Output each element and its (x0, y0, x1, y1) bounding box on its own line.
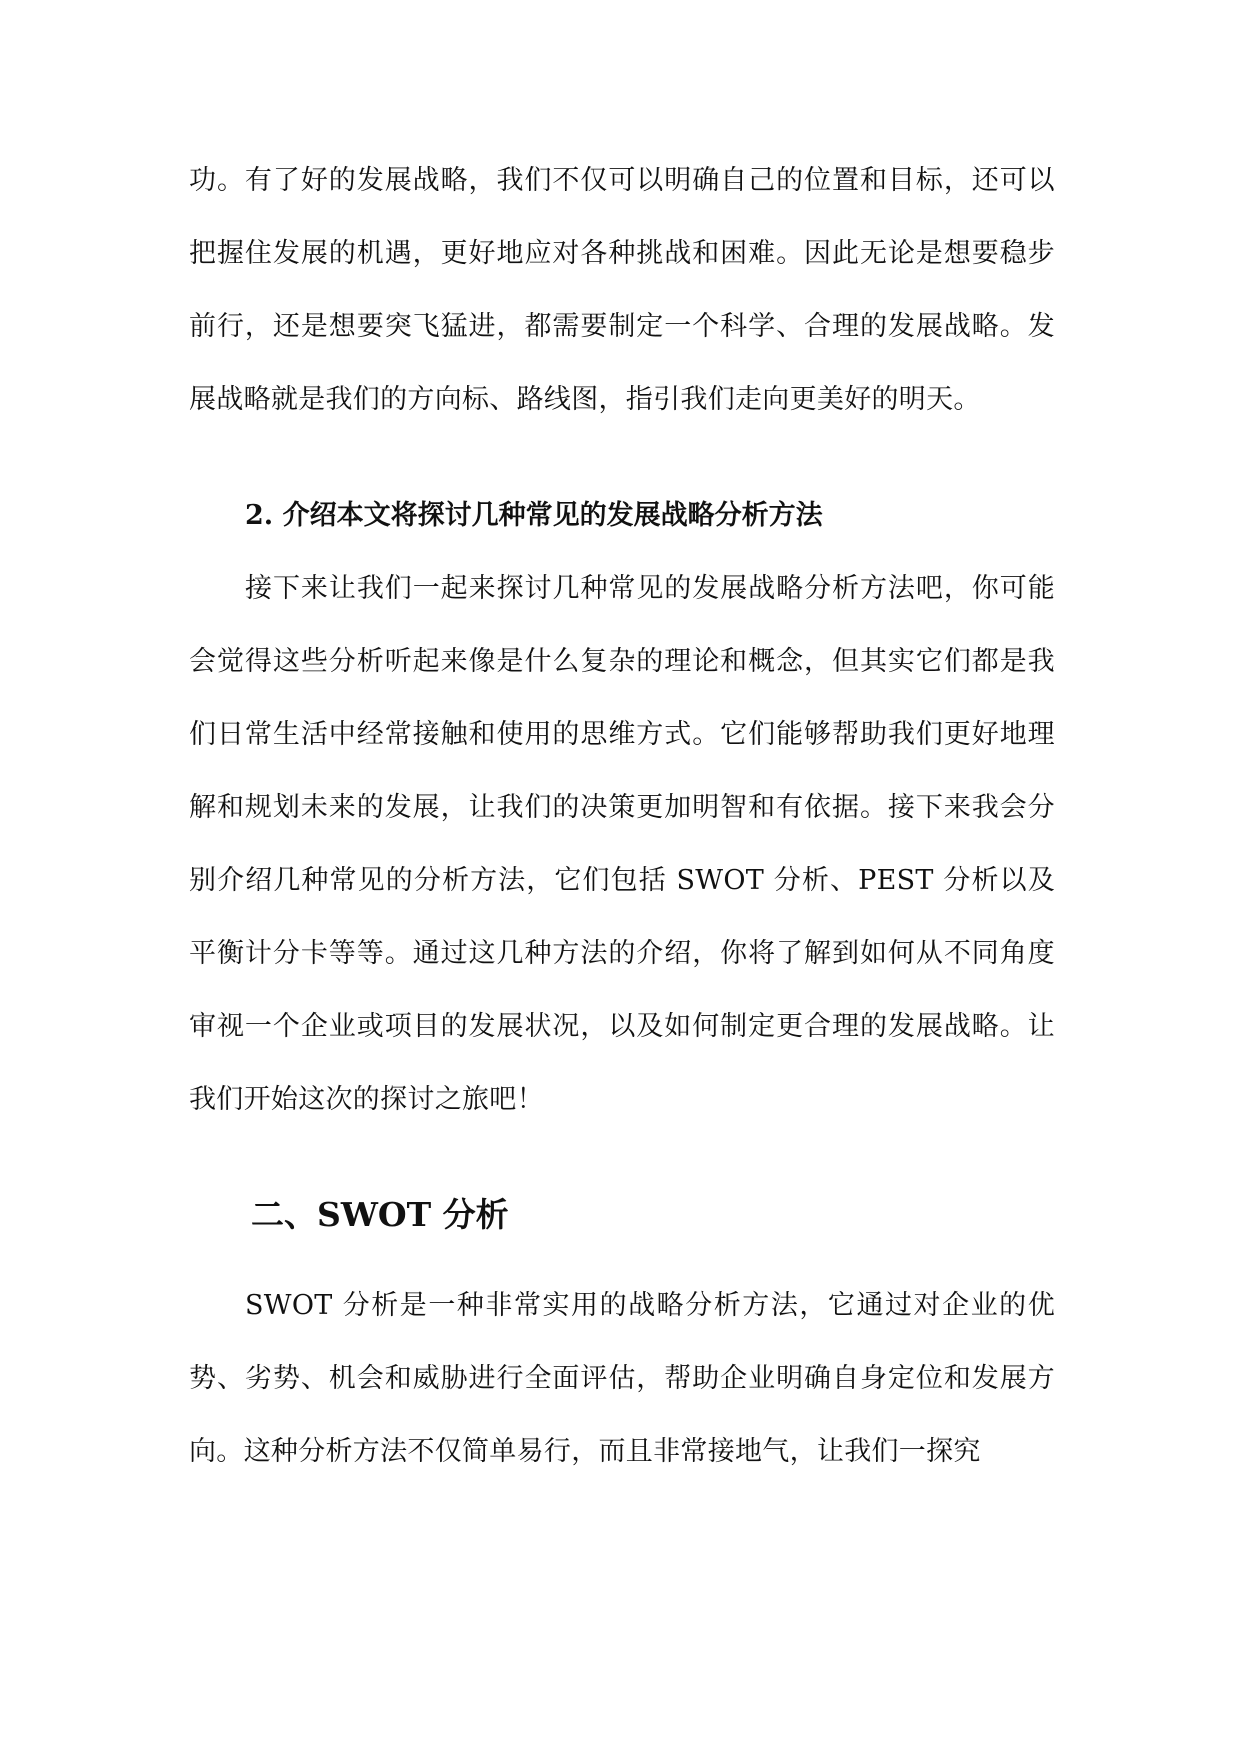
section-heading-swot: 二、SWOT 分析 (251, 1195, 509, 1234)
paragraph-swot: SWOT 分析是一种非常实用的战略分析方法，它通过对企业的优势、劣势、机会和威胁进行全面评估，帮助企业明确自身定位和发展方向。这种分析方法不仅简单易行，而且非常接地气，让我们一探究 (189, 1290, 1055, 1467)
subsection-heading: 2. 介绍本文将探讨几种常见的发展战略分析方法 (245, 500, 823, 531)
paragraph-continued: 功。有了好的发展战略，我们不仅可以明确自己的位置和目标，还可以把握住发展的机遇，更好地应对各种挑战和困难。因此无论是想要稳步前行，还是想要突飞猛进，都需要制定一个科学、合理的发展战略。发展战略就是我们的方向标、路线图，指引我们走向更美好的明天。 (189, 165, 1055, 415)
document-body (189, 144, 1055, 1488)
paragraph-methods-intro: 接下来让我们一起来探讨几种常见的发展战略分析方法吧，你可能会觉得这些分析听起来像是什么复杂的理论和概念，但其实它们都是我们日常生活中经常接触和使用的思维方式。它们能够帮助我们更好地理解和规划未来的发展，让我们的决策更加明智和有依据。接下来我会分别介绍几种常见的分析方法，它们包括 SWOT 分析、PEST 分析以及平衡计分卡等等。通过这几种方法的介绍，你将了解到如何从不同角度审视一个企业或项目的发展状况，以及如何制定更合理的发展战略。让我们开始这次的探讨之旅吧！ (189, 573, 1055, 1115)
